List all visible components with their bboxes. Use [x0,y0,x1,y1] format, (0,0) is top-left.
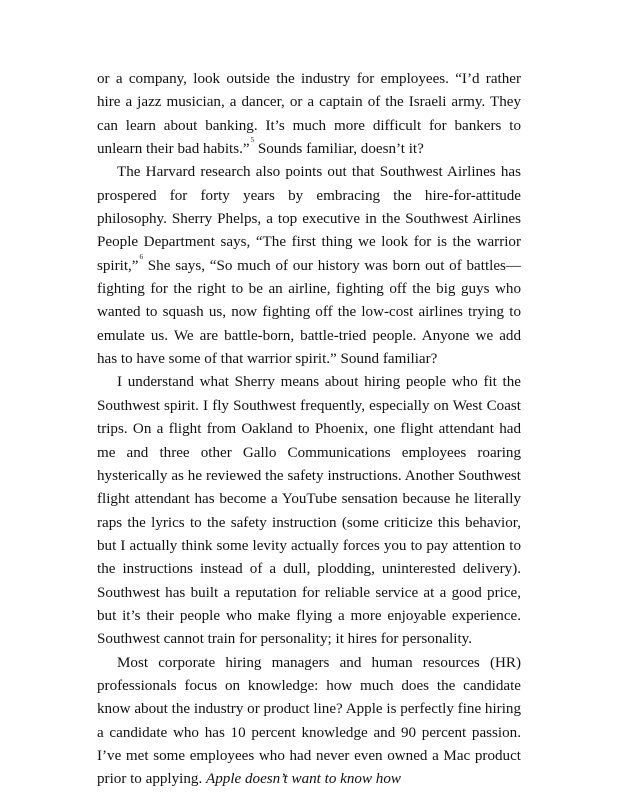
paragraph-text: Most corporate hiring managers and human resources (HR) professionals focus on knowledge: how much does the candidate know about the industry or product line? Apple is perfectly fine hiring a candidate who has 10 percent knowledge and 90 percent passion. I’ve met some employees who had never even owned a Mac product prior to applying. [97,654,521,788]
paragraph-hiring-knowledge-passion [97,652,521,792]
paragraph-text: or a company, look outside the industry for employees. “I’d rather hire a jazz musician, a dancer, or a captain of the Israeli army. They can learn about banking. It’s much more difficult for bankers to unlearn their bad habits.” [97,71,521,158]
paragraph-text: Sounds familiar, doesn’t it? [254,141,424,158]
book-page [97,68,521,792]
emphasized-text: Apple doesn’t want to know how [206,771,401,788]
footnote-marker: 6 [139,252,144,261]
paragraph-text: She says, “So much of our history was born out of battles—fighting for the right to be an airline, fighting off the big guys who wanted to squash us, now fighting off the low-cost airlines trying to emulate us. We are battle-born, battle-tried people. Anyone we add has to have some of that warrior spirit.” Sound familiar? [97,257,521,368]
footnote-marker: 5 [250,136,255,144]
paragraph-jazz-musician-quote [97,68,521,161]
paragraph-southwest-warrior-spirit [97,161,521,371]
paragraph-southwest-flight-attendants [97,371,521,651]
paragraph-text: I understand what Sherry means about hiring people who fit the Southwest spirit. I fly Southwest frequently, especially on West Coast trips. On a flight from Oakland to Phoenix, one flight attendant had me and three other Gallo Communications employees roaring hysterically as he reviewed the safety instructions. Another Southwest flight attendant has become a YouTube sensation because he literally raps the lyrics to the safety instruction (some criticize this behavior, but I actually think some levity actually forces you to pay attention to the instructions instead of a dull, plodding, uninterested delivery). Southwest has built a reputation for reliable service at a good price, but it’s their people who make flying a more enjoyable experience. Southwest cannot train for personality; it hires for personality. [97,374,521,648]
paragraph-text: The Harvard research also points out that Southwest Airlines has prospered for forty years by embracing the hire-for-attitude philosophy. Sherry Phelps, a top executive in the Southwest Airlines People Department says, “The first thing we look for is the warrior spirit,” [97,164,521,274]
